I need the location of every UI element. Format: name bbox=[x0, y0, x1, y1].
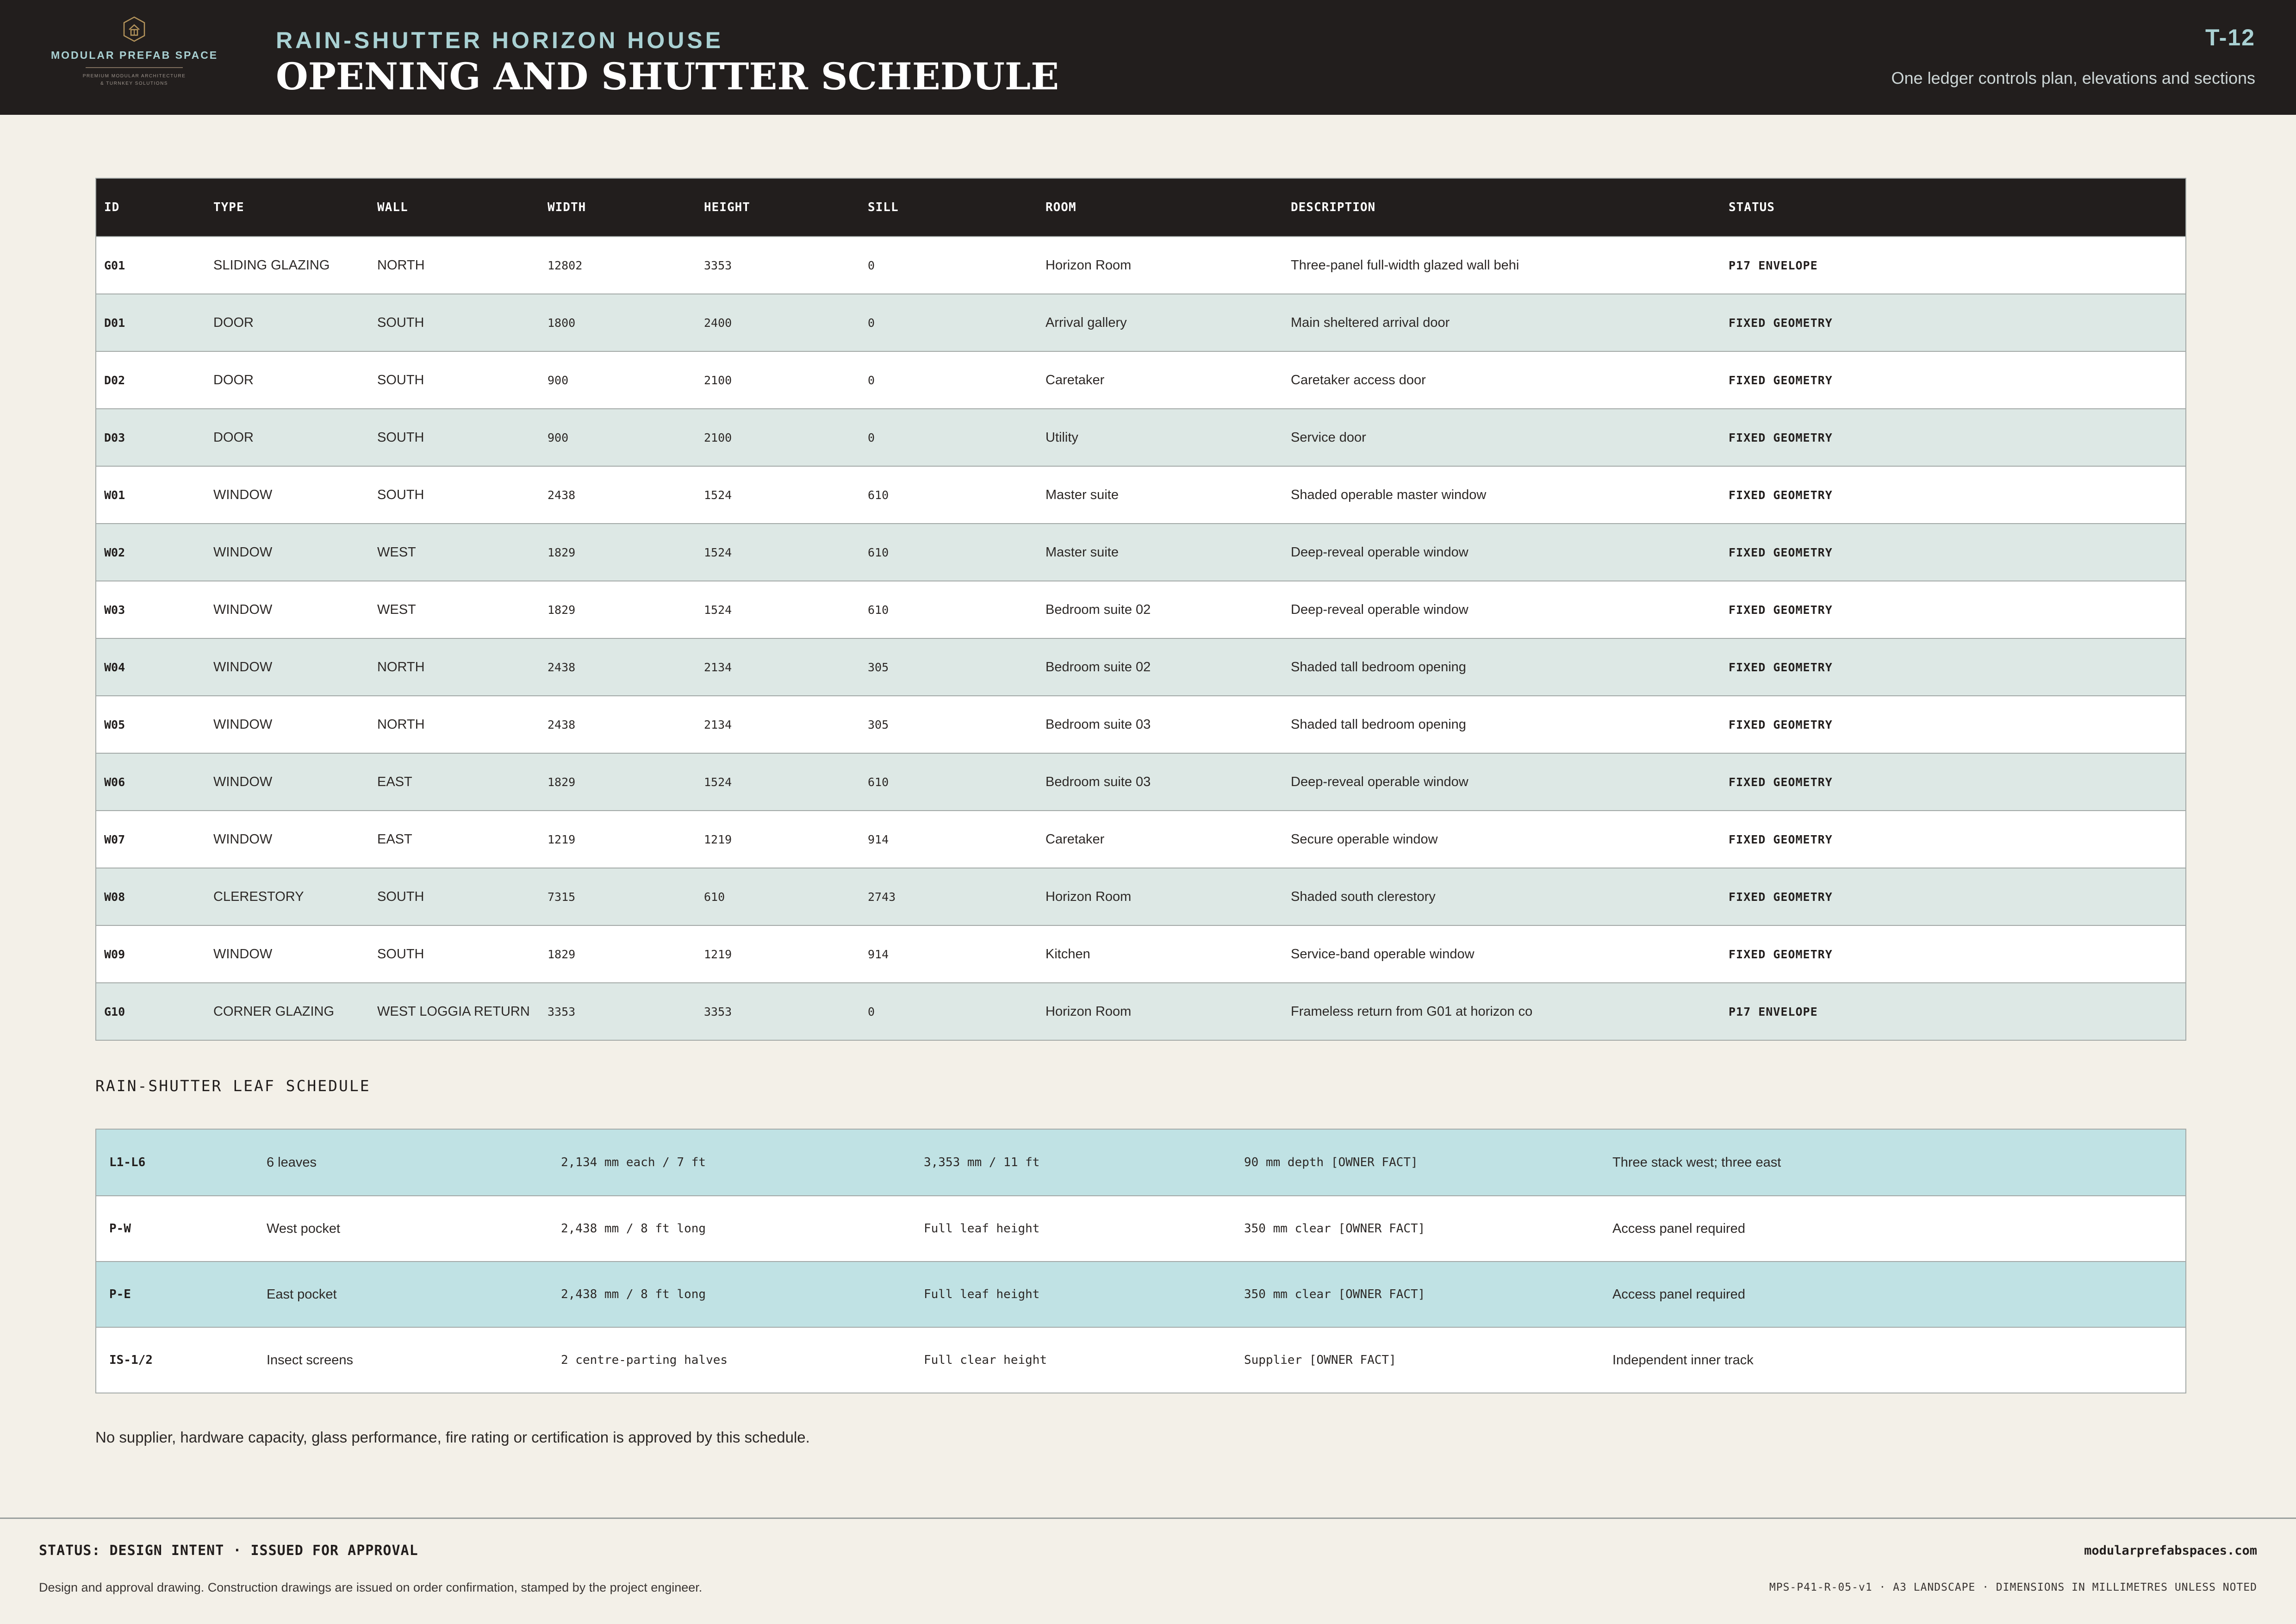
cell-sill: 610 bbox=[868, 775, 889, 789]
cell-status: FIXED GEOMETRY bbox=[1729, 832, 1833, 846]
table-row bbox=[96, 351, 2185, 408]
leaf-cell-depth: 350 mm clear [OWNER FACT] bbox=[1244, 1287, 1425, 1301]
leaf-cell-note: Access panel required bbox=[1612, 1221, 1745, 1236]
table-row bbox=[96, 523, 2185, 581]
cell-description: Shaded operable master window bbox=[1291, 487, 1487, 502]
cell-height: 1524 bbox=[704, 545, 732, 559]
cell-height: 3353 bbox=[704, 258, 732, 272]
brand-logo bbox=[51, 16, 218, 99]
cell-room: Caretaker bbox=[1045, 831, 1105, 847]
cell-height: 1219 bbox=[704, 947, 732, 961]
column-header-room: ROOM bbox=[1045, 200, 1076, 214]
leaf-cell-note: Independent inner track bbox=[1612, 1352, 1754, 1368]
cell-width: 12802 bbox=[548, 258, 583, 272]
title-block-header bbox=[0, 0, 2296, 115]
table-header-row bbox=[96, 179, 2185, 236]
cell-sill: 610 bbox=[868, 545, 889, 559]
cell-wall: EAST bbox=[377, 774, 412, 789]
leaf-cell-size: 2,438 mm / 8 ft long bbox=[561, 1287, 706, 1301]
cell-type: CORNER GLAZING bbox=[213, 1004, 335, 1019]
leaf-table-row bbox=[96, 1195, 2185, 1261]
cell-height: 2400 bbox=[704, 316, 732, 330]
cell-type: WINDOW bbox=[213, 487, 273, 502]
cell-description: Three-panel full-width glazed wall behi bbox=[1291, 257, 1519, 273]
cell-id: W02 bbox=[104, 545, 125, 559]
leaf-cell-note: Access panel required bbox=[1612, 1287, 1745, 1302]
cell-height: 1524 bbox=[704, 603, 732, 617]
leaf-cell-item: Insect screens bbox=[267, 1352, 353, 1368]
cell-status: FIXED GEOMETRY bbox=[1729, 545, 1833, 559]
cell-id: D02 bbox=[104, 373, 125, 387]
project-name: RAIN-SHUTTER HORIZON HOUSE bbox=[276, 27, 724, 53]
cell-id: W07 bbox=[104, 832, 125, 846]
leaf-cell-note: Three stack west; three east bbox=[1612, 1155, 1781, 1170]
table-body bbox=[96, 236, 2185, 1040]
sheet-number: T-12 bbox=[2205, 25, 2255, 50]
table-row bbox=[96, 408, 2185, 466]
cell-wall: SOUTH bbox=[377, 430, 424, 445]
leaf-cell-size: 2,438 mm / 8 ft long bbox=[561, 1222, 706, 1236]
cell-sill: 0 bbox=[868, 373, 875, 387]
cell-status: FIXED GEOMETRY bbox=[1729, 373, 1833, 387]
cell-room: Master suite bbox=[1045, 544, 1119, 560]
leaf-cell-mark: P-E bbox=[109, 1287, 131, 1301]
cell-id: W01 bbox=[104, 488, 125, 502]
cell-id: W09 bbox=[104, 947, 125, 961]
cell-wall: SOUTH bbox=[377, 315, 424, 330]
cell-wall: NORTH bbox=[377, 717, 425, 732]
cell-sill: 914 bbox=[868, 832, 889, 846]
leaf-schedule-title: RAIN-SHUTTER LEAF SCHEDULE bbox=[95, 1077, 371, 1095]
logo-divider bbox=[86, 67, 183, 68]
cell-id: W05 bbox=[104, 718, 125, 731]
cell-status: FIXED GEOMETRY bbox=[1729, 890, 1833, 904]
cell-room: Horizon Room bbox=[1045, 257, 1132, 273]
leaf-cell-depth: 350 mm clear [OWNER FACT] bbox=[1244, 1222, 1425, 1236]
cell-description: Deep-reveal operable window bbox=[1291, 602, 1468, 617]
cell-sill: 610 bbox=[868, 603, 889, 617]
cell-height: 2100 bbox=[704, 373, 732, 387]
cell-sill: 305 bbox=[868, 718, 889, 731]
house-hexagon-logo-icon bbox=[122, 16, 146, 43]
table-row bbox=[96, 294, 2185, 351]
leaf-cell-item: East pocket bbox=[267, 1287, 337, 1302]
table-row bbox=[96, 236, 2185, 294]
leaf-cell-mark: P-W bbox=[109, 1222, 131, 1236]
cell-description: Service door bbox=[1291, 430, 1366, 445]
column-header-id: ID bbox=[104, 200, 120, 214]
column-header-sill: SILL bbox=[868, 200, 899, 214]
cell-type: WINDOW bbox=[213, 717, 273, 732]
cell-room: Caretaker bbox=[1045, 372, 1105, 387]
column-header-height: HEIGHT bbox=[704, 200, 750, 214]
cell-room: Arrival gallery bbox=[1045, 315, 1127, 330]
cell-width: 2438 bbox=[548, 660, 576, 674]
cell-sill: 2743 bbox=[868, 890, 896, 904]
leaf-cell-item: West pocket bbox=[267, 1221, 341, 1236]
cell-type: DOOR bbox=[213, 372, 254, 387]
column-header-status: STATUS bbox=[1729, 200, 1775, 214]
cell-sill: 305 bbox=[868, 660, 889, 674]
brand-tagline-2: & TURNKEY SOLUTIONS bbox=[100, 81, 168, 86]
cell-status: FIXED GEOMETRY bbox=[1729, 488, 1833, 502]
cell-type: WINDOW bbox=[213, 946, 273, 962]
cell-width: 1219 bbox=[548, 832, 576, 846]
cell-id: G01 bbox=[104, 258, 125, 272]
cell-description: Frameless return from G01 at horizon co bbox=[1291, 1004, 1533, 1019]
cell-room: Horizon Room bbox=[1045, 1004, 1132, 1019]
cell-status: FIXED GEOMETRY bbox=[1729, 947, 1833, 961]
cell-wall: SOUTH bbox=[377, 889, 424, 904]
status-line: STATUS: DESIGN INTENT · ISSUED FOR APPROVAL bbox=[39, 1543, 418, 1559]
column-header-description: DESCRIPTION bbox=[1291, 200, 1376, 214]
cell-wall: NORTH bbox=[377, 257, 425, 273]
table-row bbox=[96, 925, 2185, 982]
table-row bbox=[96, 810, 2185, 868]
cell-width: 7315 bbox=[548, 890, 576, 904]
column-header-wall: WALL bbox=[377, 200, 408, 214]
cell-description: Shaded south clerestory bbox=[1291, 889, 1436, 904]
leaf-schedule-table bbox=[95, 1129, 2186, 1393]
cell-type: WINDOW bbox=[213, 831, 273, 847]
cell-wall: WEST bbox=[377, 602, 416, 617]
leaf-cell-mark: IS-1/2 bbox=[109, 1353, 153, 1367]
leaf-cell-height: 3,353 mm / 11 ft bbox=[924, 1156, 1040, 1169]
cell-status: FIXED GEOMETRY bbox=[1729, 660, 1833, 674]
cell-id: W08 bbox=[104, 890, 125, 904]
cell-width: 2438 bbox=[548, 718, 576, 731]
cell-room: Bedroom suite 02 bbox=[1045, 659, 1151, 675]
cell-description: Secure operable window bbox=[1291, 831, 1438, 847]
cell-type: SLIDING GLAZING bbox=[213, 257, 330, 273]
cell-type: WINDOW bbox=[213, 544, 273, 560]
cell-description: Shaded tall bedroom opening bbox=[1291, 717, 1466, 732]
cell-height: 2134 bbox=[704, 718, 732, 731]
cell-type: CLERESTORY bbox=[213, 889, 304, 904]
cell-wall: SOUTH bbox=[377, 487, 424, 502]
leaf-cell-depth: Supplier [OWNER FACT] bbox=[1244, 1353, 1396, 1367]
cell-description: Service-band operable window bbox=[1291, 946, 1475, 962]
cell-type: WINDOW bbox=[213, 774, 273, 789]
leaf-cell-size: 2,134 mm each / 7 ft bbox=[561, 1156, 706, 1169]
table-row bbox=[96, 638, 2185, 695]
cell-room: Horizon Room bbox=[1045, 889, 1132, 904]
cell-width: 2438 bbox=[548, 488, 576, 502]
leaf-table-row bbox=[96, 1261, 2185, 1327]
opening-schedule-table bbox=[95, 178, 2186, 1041]
cell-wall: SOUTH bbox=[377, 372, 424, 387]
cell-width: 900 bbox=[548, 373, 569, 387]
cell-description: Shaded tall bedroom opening bbox=[1291, 659, 1466, 675]
table-row bbox=[96, 581, 2185, 638]
cell-height: 1524 bbox=[704, 775, 732, 789]
sheet-subtitle: One ledger controls plan, elevations and sections bbox=[1891, 69, 2255, 87]
cell-height: 3353 bbox=[704, 1005, 732, 1018]
table-row bbox=[96, 753, 2185, 810]
leaf-cell-mark: L1-L6 bbox=[109, 1156, 146, 1169]
cell-width: 3353 bbox=[548, 1005, 576, 1018]
leaf-table-row bbox=[96, 1327, 2185, 1393]
cell-id: D03 bbox=[104, 431, 125, 444]
cell-sill: 0 bbox=[868, 1005, 875, 1018]
column-header-type: TYPE bbox=[213, 200, 244, 214]
page-title: OPENING AND SHUTTER SCHEDULE bbox=[276, 55, 1059, 98]
leaf-cell-item: 6 leaves bbox=[267, 1155, 317, 1170]
table-row bbox=[96, 695, 2185, 753]
cell-status: FIXED GEOMETRY bbox=[1729, 316, 1833, 330]
cell-height: 2134 bbox=[704, 660, 732, 674]
cell-room: Bedroom suite 02 bbox=[1045, 602, 1151, 617]
cell-height: 610 bbox=[704, 890, 725, 904]
table-row bbox=[96, 868, 2185, 925]
cell-room: Bedroom suite 03 bbox=[1045, 774, 1151, 789]
cell-status: FIXED GEOMETRY bbox=[1729, 603, 1833, 617]
table-row bbox=[96, 466, 2185, 523]
cell-room: Bedroom suite 03 bbox=[1045, 717, 1151, 732]
cell-width: 1829 bbox=[548, 775, 576, 789]
cell-description: Caretaker access door bbox=[1291, 372, 1426, 387]
drawing-reference: MPS-P41-R-05-v1 · A3 LANDSCAPE · DIMENSIONS IN MILLIMETRES UNLESS NOTED bbox=[1769, 1581, 2257, 1593]
cell-sill: 914 bbox=[868, 947, 889, 961]
cell-id: G10 bbox=[104, 1005, 125, 1018]
cell-width: 1829 bbox=[548, 545, 576, 559]
cell-sill: 0 bbox=[868, 316, 875, 330]
cell-id: W06 bbox=[104, 775, 125, 789]
cell-wall: WEST bbox=[377, 544, 416, 560]
approval-disclaimer: No supplier, hardware capacity, glass performance, fire rating or certification is approved by this schedule. bbox=[95, 1429, 810, 1446]
cell-sill: 0 bbox=[868, 431, 875, 444]
leaf-cell-depth: 90 mm depth [OWNER FACT] bbox=[1244, 1156, 1418, 1169]
cell-type: WINDOW bbox=[213, 602, 273, 617]
cell-description: Deep-reveal operable window bbox=[1291, 544, 1468, 560]
cell-type: DOOR bbox=[213, 315, 254, 330]
brand-tagline-1: PREMIUM MODULAR ARCHITECTURE bbox=[82, 74, 186, 79]
footer-note: Design and approval drawing. Construction drawings are issued on order confirmation, stamped by the project engineer. bbox=[39, 1580, 703, 1594]
cell-status: FIXED GEOMETRY bbox=[1729, 718, 1833, 731]
cell-description: Deep-reveal operable window bbox=[1291, 774, 1468, 789]
footer-divider bbox=[0, 1518, 2296, 1519]
cell-type: DOOR bbox=[213, 430, 254, 445]
leaf-cell-size: 2 centre-parting halves bbox=[561, 1353, 728, 1367]
cell-width: 1829 bbox=[548, 603, 576, 617]
cell-status: P17 ENVELOPE bbox=[1729, 1005, 1818, 1018]
leaf-table-row bbox=[96, 1130, 2185, 1195]
website-link[interactable]: modularprefabspaces.com bbox=[2084, 1543, 2257, 1558]
cell-height: 2100 bbox=[704, 431, 732, 444]
cell-wall: SOUTH bbox=[377, 946, 424, 962]
cell-room: Kitchen bbox=[1045, 946, 1090, 962]
cell-wall: NORTH bbox=[377, 659, 425, 675]
brand-name: MODULAR PREFAB SPACE bbox=[51, 49, 218, 61]
cell-wall: WEST LOGGIA RETURN bbox=[377, 1004, 530, 1019]
cell-status: P17 ENVELOPE bbox=[1729, 258, 1818, 272]
cell-description: Main sheltered arrival door bbox=[1291, 315, 1450, 330]
cell-sill: 610 bbox=[868, 488, 889, 502]
cell-id: W04 bbox=[104, 660, 125, 674]
cell-sill: 0 bbox=[868, 258, 875, 272]
cell-status: FIXED GEOMETRY bbox=[1729, 775, 1833, 789]
leaf-cell-height: Full clear height bbox=[924, 1353, 1047, 1367]
cell-id: D01 bbox=[104, 316, 125, 330]
cell-room: Master suite bbox=[1045, 487, 1119, 502]
cell-width: 1829 bbox=[548, 947, 576, 961]
cell-id: W03 bbox=[104, 603, 125, 617]
cell-wall: EAST bbox=[377, 831, 412, 847]
column-header-width: WIDTH bbox=[548, 200, 586, 214]
cell-width: 900 bbox=[548, 431, 569, 444]
leaf-cell-height: Full leaf height bbox=[924, 1222, 1040, 1236]
cell-width: 1800 bbox=[548, 316, 576, 330]
cell-room: Utility bbox=[1045, 430, 1078, 445]
cell-type: WINDOW bbox=[213, 659, 273, 675]
cell-height: 1219 bbox=[704, 832, 732, 846]
cell-status: FIXED GEOMETRY bbox=[1729, 431, 1833, 444]
cell-height: 1524 bbox=[704, 488, 732, 502]
table-row bbox=[96, 982, 2185, 1040]
leaf-cell-height: Full leaf height bbox=[924, 1287, 1040, 1301]
